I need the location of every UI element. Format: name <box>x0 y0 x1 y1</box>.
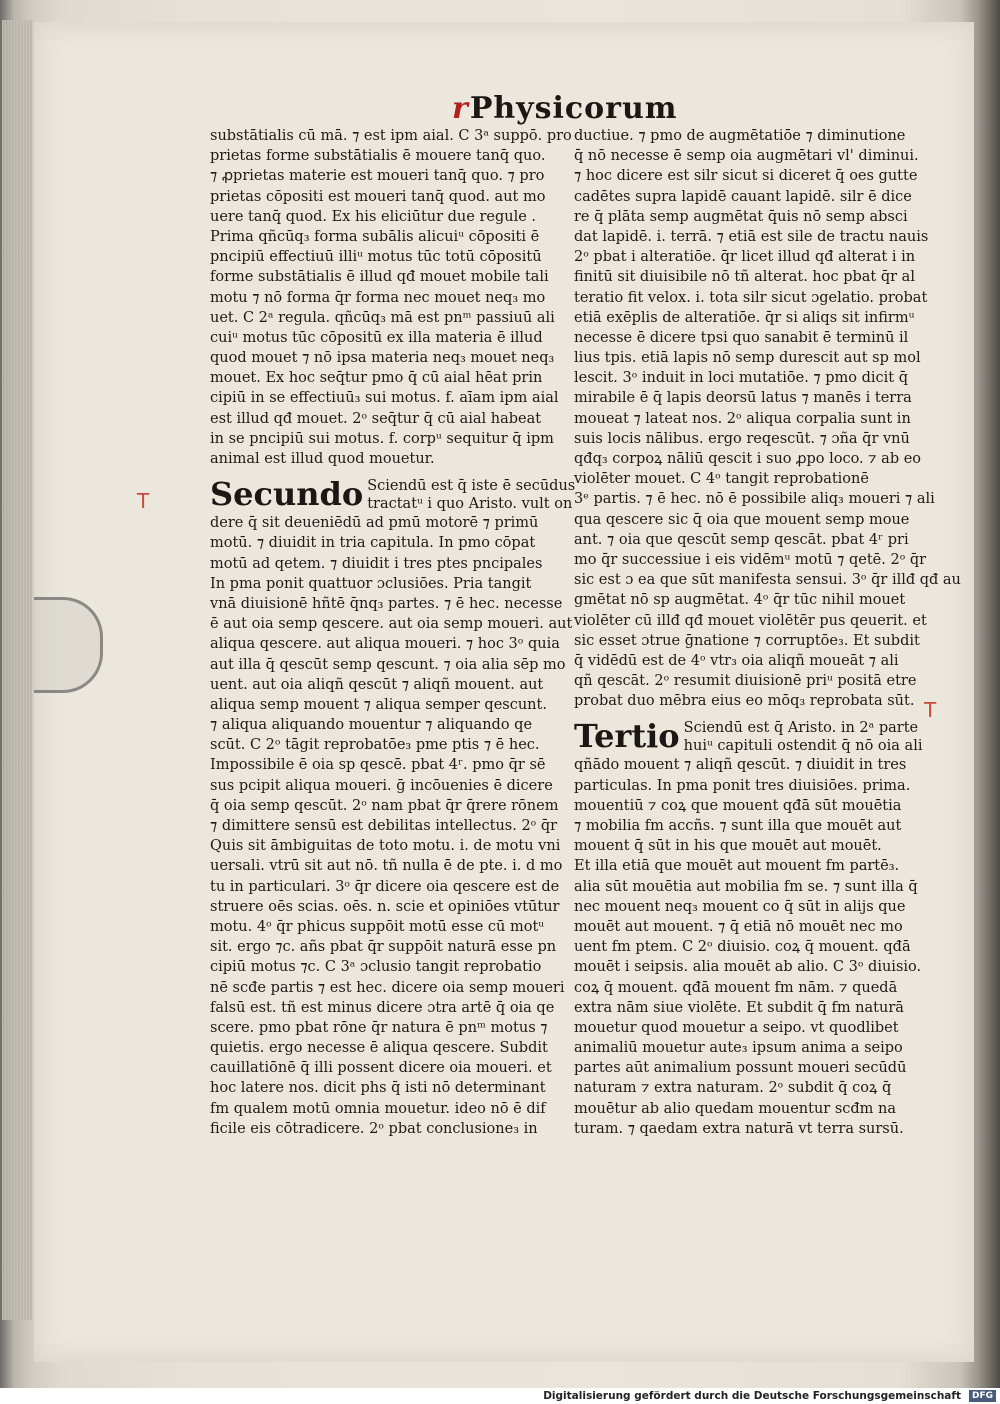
right-column-lines-after <box>574 755 922 1139</box>
text-line: 3ᵉ partis. ⁊ ē hec. nō ē possibile aliq₃ moueri ⁊ ali <box>574 491 935 508</box>
text-line: animal est illud quod mouetur. <box>210 451 435 467</box>
text-line: mouentiū ⁊ coꝝ que mouent qđā sūt mouētia <box>574 797 902 814</box>
text-line: animaliū mouetur aute₃ ipsum anima a seipo <box>574 1040 903 1057</box>
text-line: cuiᵘ motus tūc cōpositū ex illa materia ē illud <box>210 329 543 346</box>
text-line: qñādo mouent ⁊ aliqñ qescūt. ⁊ diuidit in tres <box>574 757 907 774</box>
text-line: ⁊ ꝓprietas materie est moueri tanq̄ quo. ⁊ pro <box>210 168 545 185</box>
text-line: uent fm ptem. C 2ᵒ diuisio. coꝝ q̄ mouent. qđā <box>574 939 911 956</box>
text-line: ant. ⁊ oia que qescūt semp qescāt. pbat 4ʳ pri <box>574 531 909 548</box>
text-line: Quis sit āmbiguitas de toto motu. i. de motu vni <box>210 838 561 855</box>
text-line: tu in particulari. 3ᵒ q̄r dicere oia qescere est de <box>210 878 560 895</box>
left-column-lines-after <box>210 513 573 1139</box>
text-line: mouētur ab alio quedam mouentur scđm na <box>574 1100 897 1117</box>
text-line: motu. 4ᵒ q̄r phicus suppōit motū esse cū motᵘ <box>210 918 545 935</box>
text-line: mo q̄r successiue i eis vidēmᵘ motū ⁊ qetē. 2ᵒ q̄r <box>574 551 927 568</box>
text-line: violēter mouet. C 4ᵒ tangit reprobationē <box>574 471 869 488</box>
text-line: quod mouet ⁊ nō ipsa materia neq₃ mouet neq₃ <box>210 350 555 367</box>
footer-bar <box>0 1388 1000 1404</box>
text-line: sus pcipit aliqua moueri. ḡ incōuenies ē dicere <box>210 777 553 794</box>
right-column-lines-before <box>574 126 961 711</box>
section-side-text <box>684 719 923 755</box>
text-line: probat duo mēbra eius eo mōq₃ reprobata sūt. <box>574 693 915 710</box>
section-word: Tertio <box>574 717 680 756</box>
text-line: aliqua qescere. aut aliqua moueri. ⁊ hoc 3ᵒ quia <box>210 636 560 653</box>
text-line: uent. aut oia aliqñ qescūt ⁊ aliqñ mouent. aut <box>210 676 544 693</box>
text-column-left <box>210 126 576 1139</box>
text-line: scūt. C 2ᵒ tāgit reprobatōe₃ pme ptis ⁊ ē hec. <box>210 737 540 754</box>
section-heading-tertio <box>574 715 923 756</box>
text-line: sit. ergo ⁊c. añs pbat q̄r suppōit naturā esse pn <box>210 939 557 956</box>
text-line: alia sūt mouētia aut mobilia fm se. ⁊ sunt illa q̄ <box>574 878 918 895</box>
text-line: nē scđe partis ⁊ est hec. dicere oia semp moueri <box>210 979 565 996</box>
text-line: substātialis cū mā. ⁊ est ipm aial. C 3ᵃ suppō. pro <box>210 128 572 144</box>
text-line: uere tanq̄ quod. Ex his eliciūtur due regule . <box>210 208 537 225</box>
section-heading-secundo <box>210 473 576 514</box>
section-side-line: tractatᵘ i quo Aristo. vult on <box>367 496 573 513</box>
text-line: ē aut oia semp qescere. aut oia semp moueri. aut <box>210 616 573 633</box>
text-line: ⁊ dimittere sensū est debilitas intellectus. 2ᵒ q̄r <box>210 818 558 834</box>
text-line: ficile eis cōtradicere. 2ᵒ pbat conclusione₃ in <box>210 1120 538 1137</box>
text-line: lescit. 3ᵒ induit in loci mutatiōe. ⁊ pmo dicit q̄ <box>574 370 909 387</box>
running-header <box>452 88 678 128</box>
text-line: gmētat nō sp augmētat. 4ᵒ q̄r tūc nihil mouet <box>574 592 906 609</box>
text-line: dere q̄ sit deueniēdū ad pmū motorē ⁊ primū <box>210 515 539 532</box>
text-line: vnā diuisionē hñtē q̄nq₃ partes. ⁊ ē hec. necesse <box>210 595 563 612</box>
dfg-logo: DFG <box>969 1390 996 1402</box>
text-line: cauillatiōnē q̄ illi possent dicere oia moueri. et <box>210 1060 552 1077</box>
text-line: extra nām siue violēte. Et subdit q̄ fm naturā <box>574 999 904 1016</box>
book-page-edges <box>2 20 32 1320</box>
text-line: etiā exēplis de alteratiōe. q̄r si aliqs sit infirmᵘ <box>574 309 915 326</box>
text-line: mouetur quod mouetur a seipo. vt quodlibet <box>574 1019 899 1036</box>
text-line: est illud qđ mouet. 2ᵒ seq̄tur q̄ cū aial habeat <box>210 410 542 427</box>
text-line: Et illa etiā que mouēt aut mouent fm partē₃. <box>574 858 900 875</box>
text-line: falsū est. tñ est minus dicere ɔtra artē q̄ oia qe <box>210 999 555 1016</box>
text-line: teratio fit velox. i. tota silr sicut ɔgelatio. probat <box>574 289 928 306</box>
text-line: 2ᵒ pbat i alteratiōe. q̄r licet illud qđ alterat i in <box>574 249 916 266</box>
text-line: mouēt i seipsis. alia mouēt ab alio. C 3ᵒ diuisio. <box>574 959 922 976</box>
text-line: Prima qñcūq₃ forma subālis alicuiᵘ cōpositi ē <box>210 228 540 245</box>
text-line: aut illa q̄ qescūt semp qescunt. ⁊ oia alia sēp mo <box>210 656 566 673</box>
text-line: q̄ vidēdū est de 4ᵒ vtr₃ oia aliqñ moueāt ⁊ ali <box>574 652 899 669</box>
text-line: partes aūt animalium possunt moueri secūdū <box>574 1060 907 1077</box>
text-line: in se pncipiū sui motus. f. corpᵘ sequitur q̄ ipm <box>210 430 554 447</box>
header-rubric-mark: r <box>452 90 468 126</box>
text-line: uersali. vtrū sit aut nō. tñ nulla ē de pte. i. d mo <box>210 858 563 875</box>
text-line: qđq₃ corpoꝝ nāliū qescit i suo ꝓpo loco. ⁊ ab eo <box>574 451 922 467</box>
text-line: qñ qescāt. 2ᵒ resumit diuisionē priᵘ positā etre <box>574 673 917 690</box>
text-line: hoc latere nos. dicit phs q̄ isti nō determinant <box>210 1080 546 1097</box>
section-word: Secundo <box>210 475 364 514</box>
text-line: aliqua semp mouent ⁊ aliqua semper qescunt. <box>210 696 547 713</box>
text-line: mirabile ē q̄ lapis deorsū latus ⁊ manēs i terra <box>574 390 912 407</box>
text-line: Impossibile ē oia sp qescē. pbat 4ʳ. pmo q̄r sē <box>210 757 546 774</box>
text-line: lius tpis. etiā lapis nō semp durescit aut sp mol <box>574 350 921 367</box>
text-line: scere. pmo pbat rōne q̄r natura ē pnᵐ motus ⁊ <box>210 1019 548 1036</box>
text-line: finitū sit diuisibile nō tñ alterat. hoc pbat q̄r al <box>574 269 915 286</box>
text-line: nec mouent neq₃ mouent co q̄ sūt in alijs que <box>574 898 906 915</box>
text-line: motū ad qetem. ⁊ diuidit i tres ptes pncipales <box>210 555 543 572</box>
left-column-lines-before <box>210 126 572 469</box>
section-side-line: huiᵘ capituli ostendit q̄ nō oia ali <box>683 738 923 755</box>
text-line: ductiue. ⁊ pmo de augmētatiōe ⁊ diminutione <box>574 128 906 144</box>
text-line: naturam ⁊ extra naturam. 2ᵒ subdit q̄ coꝝ q̄ <box>574 1080 892 1097</box>
margin-mark-right: T <box>924 698 937 722</box>
text-line: turam. ⁊ qaedam extra naturā vt terra sursū. <box>574 1120 904 1137</box>
text-line: ⁊ aliqua aliquando mouentur ⁊ aliquando qe <box>210 717 533 734</box>
text-line: mouent q̄ sūt in his que mouēt aut mouēt. <box>574 838 882 855</box>
text-line: cadētes supra lapidē cauant lapidē. silr ē dice <box>574 188 912 205</box>
paper-clip-mark <box>34 597 103 693</box>
text-line: struere oēs scias. oēs. n. scie et opiniōes vtūtur <box>210 898 560 915</box>
text-line: In pma ponit quattuor ɔclusiōes. Pria tangit <box>210 575 532 592</box>
text-column-right <box>574 126 961 1139</box>
text-line: cipiū motus ⁊c. C 3ᵃ ɔclusio tangit reprobatio <box>210 959 542 976</box>
text-line: particulas. In pma ponit tres diuisiōes. prima. <box>574 777 911 794</box>
text-line: sic est ɔ ea que sūt manifesta sensui. 3ᵒ q̄r illđ qđ au <box>574 572 961 589</box>
section-side-line: Sciendū est q̄ Aristo. in 2ᵃ parte <box>683 720 919 737</box>
text-line: uet. C 2ᵃ regula. qñcūq₃ mā est pnᵐ passiuū ali <box>210 309 555 326</box>
text-line: re q̄ plāta semp augmētat q̄uis nō semp absci <box>574 208 908 225</box>
text-line: necesse ē dicere tpsi quo sanabit ē terminū il <box>574 329 909 346</box>
text-line: violēter cū illđ qđ mouet violētēr pus qeuerit. et <box>574 612 927 629</box>
section-side-line: Sciendū est q̄ iste ē secūdus <box>367 478 576 495</box>
text-line: quietis. ergo necesse ē aliqua qescere. Subdit <box>210 1040 548 1057</box>
text-line: forme substātialis ē illud qđ mouet mobile tali <box>210 269 549 286</box>
text-line: fm qualem motū omnia mouetur. ideo nō ē dif <box>210 1100 546 1117</box>
text-line: pncipiū effectiuū illiᵘ motus tūc totū cōpositū <box>210 249 542 266</box>
text-line: motū. ⁊ diuidit in tria capitula. In pmo cōpat <box>210 535 536 552</box>
text-line: qua qescere sic q̄ oia que mouent semp moue <box>574 511 910 528</box>
text-line: moueat ⁊ lateat nos. 2ᵒ aliqua corpalia sunt in <box>574 410 911 427</box>
text-line: ⁊ mobilia fm accñs. ⁊ sunt illa que mouēt aut <box>574 818 902 834</box>
text-line: coꝝ q̄ mouent. qđā mouent fm nām. ⁊ quedā <box>574 979 898 996</box>
text-line: cipiū in se effectiuū₃ sui motus. f. aīam ipm aial <box>210 390 559 407</box>
text-line: suis locis nālibus. ergo reqescūt. ⁊ ɔña q̄r vnū <box>574 430 910 447</box>
header-title: Physicorum <box>469 90 678 126</box>
text-line: q̄ oia semp qescūt. 2ᵒ nam pbat q̄r q̄rere rōnem <box>210 797 559 814</box>
text-line: q̄ nō necesse ē semp oia augmētari vl' diminui. <box>574 148 919 165</box>
text-line: sic esset ɔtrue ḡnatione ⁊ corruptōe₃. Et subdit <box>574 632 920 649</box>
text-line: ⁊ hoc dicere est silr sicut si diceret q̄ oes gutte <box>574 168 918 185</box>
text-line: mouet. Ex hoc seq̄tur pmo q̄ cū aial hēat prin <box>210 370 543 387</box>
text-line: mouēt aut mouent. ⁊ q̄ etiā nō mouēt nec mo <box>574 918 903 935</box>
text-line: prietas forme substātialis ē mouere tanq̄ quo. <box>210 148 546 165</box>
margin-mark-left: T <box>137 489 150 513</box>
text-line: prietas cōpositi est moueri tanq̄ quod. aut mo <box>210 188 546 205</box>
footer-credit: Digitalisierung gefördert durch die Deutsche Forschungsgemeinschaft <box>543 1390 961 1402</box>
section-side-text <box>367 477 575 513</box>
text-line: motu ⁊ nō forma q̄r forma nec mouet neq₃ mo <box>210 289 546 306</box>
text-line: dat lapidē. i. terrā. ⁊ etiā est sile de tractu nauis <box>574 228 929 245</box>
